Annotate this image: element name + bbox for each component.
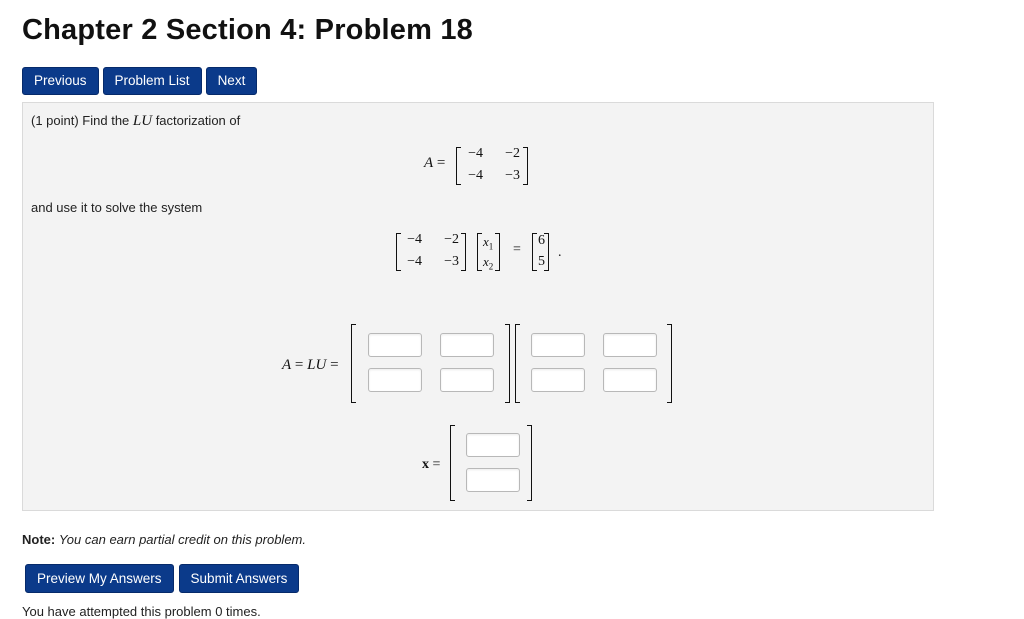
partial-credit-note xyxy=(22,532,306,547)
system-matrix-cell: −2 xyxy=(444,232,459,247)
x1-input[interactable] xyxy=(466,433,520,457)
problem-list-button[interactable]: Problem List xyxy=(103,67,202,95)
l-matrix-left-bracket xyxy=(351,324,356,403)
x1-variable: $x_1$ xyxy=(483,234,494,252)
l22-input[interactable] xyxy=(440,368,494,392)
x-label: x = xyxy=(422,457,441,472)
x-answer-right-bracket xyxy=(527,425,532,501)
u-matrix-right-bracket xyxy=(667,324,672,403)
preview-answers-button[interactable]: Preview My Answers xyxy=(25,564,174,593)
period: . xyxy=(558,245,562,260)
attempt-count: You have attempted this problem 0 times. xyxy=(22,604,261,619)
matrix-a-cell: −4 xyxy=(468,146,483,161)
lu-label: A = LU = xyxy=(282,357,339,373)
u-matrix-left-bracket xyxy=(515,324,520,403)
matrix-a-cell: −3 xyxy=(505,168,520,183)
u21-input[interactable] xyxy=(531,368,585,392)
note-text: You can earn partial credit on this problem. xyxy=(58,532,306,547)
l11-input[interactable] xyxy=(368,333,422,357)
rhs-right-bracket xyxy=(544,233,549,271)
system-matrix-cell: −4 xyxy=(407,232,422,247)
x2-variable: $x_2$ xyxy=(483,254,494,272)
u12-input[interactable] xyxy=(603,333,657,357)
matrix-a-cell: −2 xyxy=(505,146,520,161)
problem-intro: (1 point) Find the LU factorization of xyxy=(31,113,241,129)
rhs-value: 6 xyxy=(538,233,545,248)
l21-input[interactable] xyxy=(368,368,422,392)
rhs-value: 5 xyxy=(538,254,545,269)
u22-input[interactable] xyxy=(603,368,657,392)
submit-answers-button[interactable]: Submit Answers xyxy=(179,564,300,593)
next-button[interactable]: Next xyxy=(206,67,258,95)
previous-button[interactable]: Previous xyxy=(22,67,99,95)
rhs-left-bracket xyxy=(532,233,537,271)
equals-sign: = xyxy=(513,242,521,257)
page-title: Chapter 2 Section 4: Problem 18 xyxy=(22,14,473,46)
system-matrix-cell: −3 xyxy=(444,254,459,269)
system-matrix-cell: −4 xyxy=(407,254,422,269)
x2-input[interactable] xyxy=(466,468,520,492)
u11-input[interactable] xyxy=(531,333,585,357)
x-vector-right-bracket xyxy=(495,233,500,271)
lu-term: LU xyxy=(132,113,153,129)
l12-input[interactable] xyxy=(440,333,494,357)
matrix-a-right-bracket xyxy=(523,147,528,185)
answer-actions xyxy=(25,564,299,593)
system-matrix-right-bracket xyxy=(461,233,466,271)
note-label: Note: xyxy=(22,532,56,547)
problem-nav xyxy=(22,67,257,95)
l-matrix-right-bracket xyxy=(505,324,510,403)
x-answer-left-bracket xyxy=(450,425,455,501)
matrix-a-cell: −4 xyxy=(468,168,483,183)
problem-panel xyxy=(22,102,934,511)
system-instruction: and use it to solve the system xyxy=(31,200,203,215)
matrix-a-label: A = xyxy=(424,155,446,171)
x-vector-left-bracket xyxy=(477,233,482,271)
